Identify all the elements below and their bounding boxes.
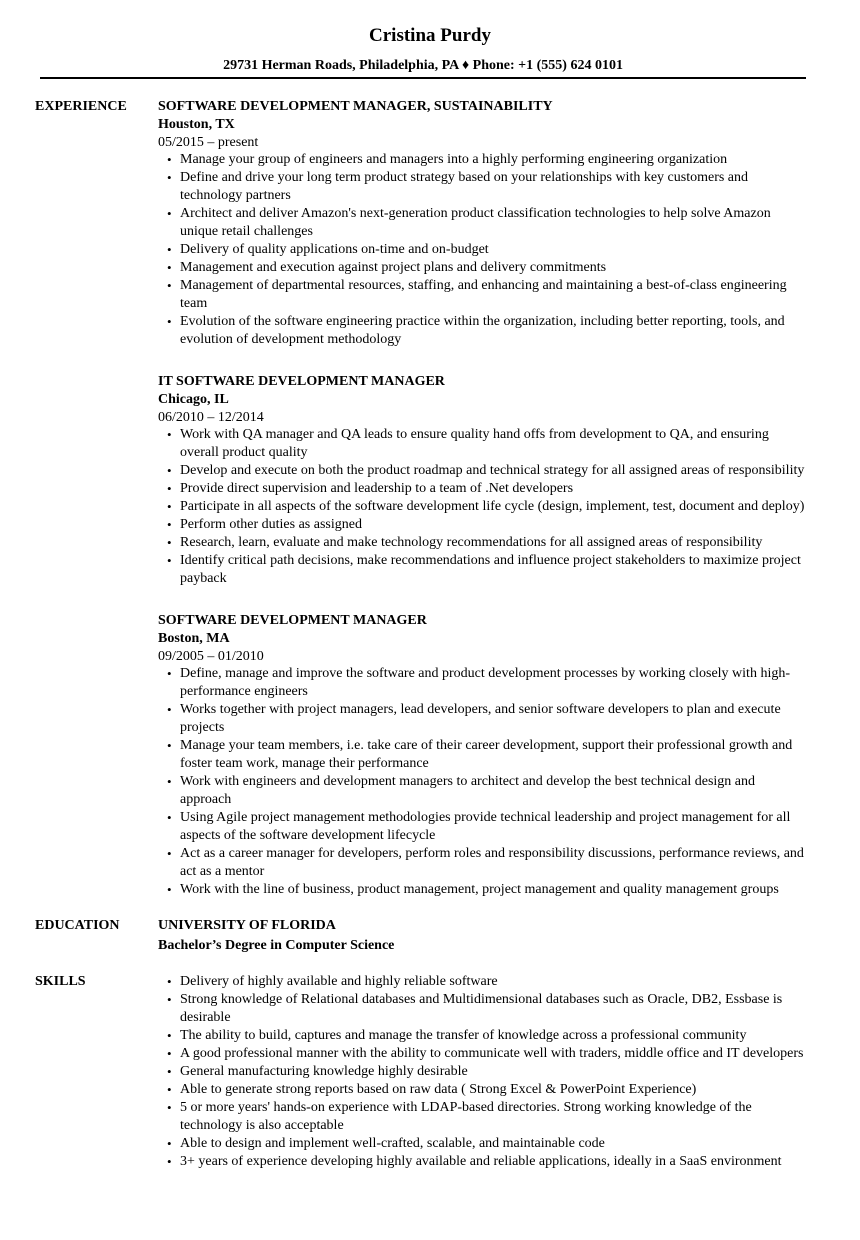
section-label-education: EDUCATION xyxy=(35,918,120,933)
skill-item: • Able to generate strong reports based on raw data ( Strong Excel & PowerPoint Experience) xyxy=(180,1081,808,1099)
contact-line: 29731 Herman Roads, Philadelphia, PA ♦ Phone: +1 (555) 624 0101 xyxy=(223,58,623,73)
bullet-item: • Define and drive your long term product strategy based on your relationships with key customers and technology partners xyxy=(180,169,808,205)
bullet-item: • Perform other duties as assigned xyxy=(180,516,808,534)
candidate-name: Cristina Purdy xyxy=(369,25,491,46)
skill-item: • 5 or more years' hands-on experience with LDAP-based directories. Strong working knowledge of the technology is also acceptable xyxy=(180,1099,808,1135)
job-dates: 05/2015 – present xyxy=(158,135,259,150)
education-degree: Bachelor’s Degree in Computer Science xyxy=(158,938,395,953)
bullet-item: • Participate in all aspects of the software development life cycle (design, implement, test, document and deploy) xyxy=(180,498,808,516)
bullet-item: • Work with the line of business, product management, project management and quality management groups xyxy=(180,881,808,899)
header-divider xyxy=(40,77,806,79)
bullet-item: • Delivery of quality applications on-time and on-budget xyxy=(180,241,808,259)
bullet-item: • Manage your group of engineers and managers into a highly performing engineering organization xyxy=(180,151,808,169)
bullet-item: • Identify critical path decisions, make recommendations and influence project stakeholders to maximize project payback xyxy=(180,552,808,588)
job-entry xyxy=(158,98,818,349)
job-bullets xyxy=(158,426,808,588)
job-location: Boston, MA xyxy=(158,631,230,646)
bullet-item: • Research, learn, evaluate and make technology recommendations for all assigned areas of responsibility xyxy=(180,534,808,552)
bullet-item: • Architect and deliver Amazon's next-generation product classification technologies to help solve Amazon unique retail challenges xyxy=(180,205,808,241)
section-label-experience: EXPERIENCE xyxy=(35,99,127,114)
skills-list xyxy=(158,973,808,1171)
skill-item: • 3+ years of experience developing highly available and reliable applications, ideally in a SaaS environment xyxy=(180,1153,808,1171)
skill-item: • General manufacturing knowledge highly desirable xyxy=(180,1063,808,1081)
bullet-item: • Management and execution against project plans and delivery commitments xyxy=(180,259,808,277)
job-title: IT SOFTWARE DEVELOPMENT MANAGER xyxy=(158,374,445,389)
job-location: Houston, TX xyxy=(158,117,235,132)
job-bullets xyxy=(158,151,808,349)
skill-item: • Delivery of highly available and highly reliable software xyxy=(180,973,808,991)
section-label-skills: SKILLS xyxy=(35,974,86,989)
education-section xyxy=(0,917,860,955)
bullet-item: • Management of departmental resources, staffing, and enhancing and maintaining a best-of-class engineering team xyxy=(180,277,808,313)
bullet-item: • Work with QA manager and QA leads to ensure quality hand offs from development to QA, and ensuring overall product quality xyxy=(180,426,808,462)
bullet-item: • Works together with project managers, lead developers, and senior software developers to plan and execute projects xyxy=(180,701,808,737)
bullet-item: • Manage your team members, i.e. take care of their career development, support their professional growth and foster team work, manage their performance xyxy=(180,737,808,773)
bullet-item: • Develop and execute on both the product roadmap and technical strategy for all assigned areas of responsibility xyxy=(180,462,808,480)
skill-item: • The ability to build, captures and manage the transfer of knowledge across a professional community xyxy=(180,1027,808,1045)
job-entry xyxy=(158,373,818,588)
bullet-item: • Evolution of the software engineering practice within the organization, including better reporting, tools, and evolution of development methodology xyxy=(180,313,808,349)
job-dates: 06/2010 – 12/2014 xyxy=(158,410,264,425)
skill-item: • Able to design and implement well-crafted, scalable, and maintainable code xyxy=(180,1135,808,1153)
bullet-item: • Act as a career manager for developers, perform roles and responsibility discussions, performance reviews, and act as a mentor xyxy=(180,845,808,881)
bullet-item: • Work with engineers and development managers to architect and develop the best technical design and approach xyxy=(180,773,808,809)
bullet-item: • Using Agile project management methodologies provide technical leadership and project management for all aspects of the software development lifecycle xyxy=(180,809,808,845)
skills-section xyxy=(0,973,860,1171)
job-bullets xyxy=(158,665,808,899)
job-title: SOFTWARE DEVELOPMENT MANAGER xyxy=(158,613,427,628)
resume-body xyxy=(0,98,860,1189)
skill-item: • Strong knowledge of Relational databases and Multidimensional databases such as Oracle, DB2, Essbase is desirable xyxy=(180,991,808,1027)
experience-list xyxy=(158,98,818,899)
job-entry xyxy=(158,612,818,899)
skill-item: • A good professional manner with the ability to communicate well with traders, middle office and IT developers xyxy=(180,1045,808,1063)
job-location: Chicago, IL xyxy=(158,392,229,407)
experience-section xyxy=(0,98,860,899)
education-school: UNIVERSITY OF FLORIDA xyxy=(158,918,336,933)
job-dates: 09/2005 – 01/2010 xyxy=(158,649,264,664)
job-title: SOFTWARE DEVELOPMENT MANAGER, SUSTAINABILITY xyxy=(158,99,553,114)
bullet-item: • Provide direct supervision and leadership to a team of .Net developers xyxy=(180,480,808,498)
bullet-item: • Define, manage and improve the software and product development processes by working closely with high-performance engineers xyxy=(180,665,808,701)
